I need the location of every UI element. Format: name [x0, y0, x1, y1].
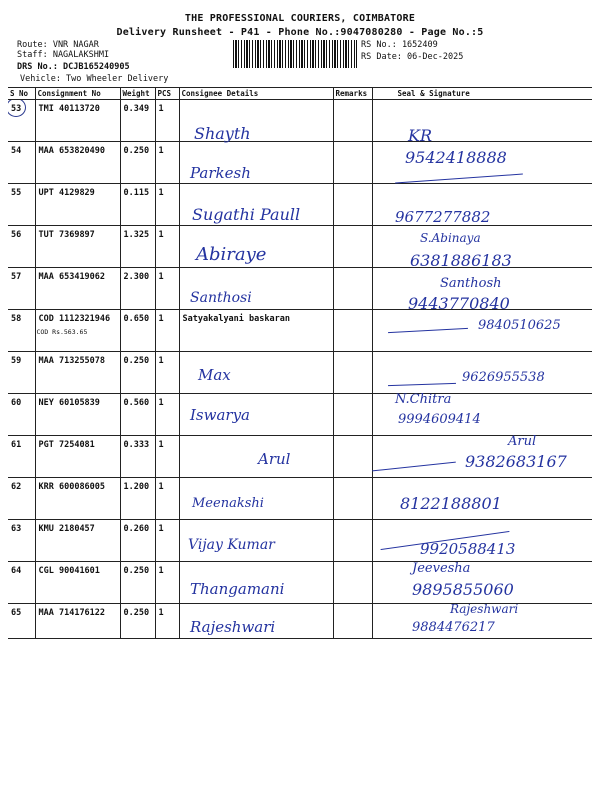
- row-sno: 64: [8, 562, 35, 604]
- row-sno: 54: [8, 142, 35, 184]
- handwritten-name: Rajeshwari: [190, 618, 276, 636]
- row-remarks: [333, 310, 372, 352]
- row-weight: 0.560: [120, 394, 155, 436]
- row-weight: 0.333: [120, 436, 155, 478]
- row-sno: 53: [8, 100, 35, 142]
- row-sno: 57: [8, 268, 35, 310]
- handwritten-phone: 6381886183: [410, 251, 512, 270]
- row-sno: 56: [8, 226, 35, 268]
- route-label: Route: VNR NAGAR: [17, 40, 99, 50]
- table-row: [8, 478, 592, 520]
- row-weight: 0.250: [120, 352, 155, 394]
- handwritten-name: Santhosi: [190, 290, 252, 306]
- handwritten-name: Meenakshi: [192, 496, 264, 511]
- handwritten-phone: 9920588413: [420, 540, 516, 558]
- row-weight: 0.349: [120, 100, 155, 142]
- handwritten-name: Vijay Kumar: [188, 537, 275, 553]
- table-header-row: [8, 88, 592, 100]
- handwritten-name: Parkesh: [190, 164, 251, 182]
- row-weight: 2.300: [120, 268, 155, 310]
- handwritten-name: Shayth: [194, 124, 251, 143]
- row-consignment: CGL 90041601: [35, 562, 120, 604]
- row-consignment: TMI 40113720: [35, 100, 120, 142]
- row-remarks: [333, 184, 372, 226]
- row-consignment: MAA 714176122: [35, 604, 120, 639]
- staff-label: Staff: NAGALAKSHMI: [17, 50, 110, 60]
- runsheet-subtitle: Delivery Runsheet - P41 - Phone No.:9047080280 - Page No.:5: [116, 27, 484, 38]
- row-remarks: [333, 226, 372, 268]
- row-sno: 62: [8, 478, 35, 520]
- drs-label: DRS No.: DCJB165240905: [17, 62, 130, 72]
- handwritten-signature: S.Abinaya: [420, 231, 481, 245]
- col-seal: Seal & Signature: [372, 88, 592, 100]
- row-weight: 0.650: [120, 310, 155, 352]
- row-consignment: MAA 653419062: [35, 268, 120, 310]
- row-consignment: MAA 653820490: [35, 142, 120, 184]
- row-consignment: TUT 7369897: [35, 226, 120, 268]
- row-pcs: 1: [155, 184, 179, 226]
- row-weight: 1.325: [120, 226, 155, 268]
- handwritten-phone: 9677277882: [395, 208, 491, 226]
- row-weight: 0.250: [120, 604, 155, 639]
- row-consignment: COD 1112321946 COD Rs.563.65: [35, 310, 120, 352]
- row-pcs: 1: [155, 352, 179, 394]
- handwritten-signature: Rajeshwari: [450, 602, 519, 616]
- row-sno: 60: [8, 394, 35, 436]
- col-consignee: Consignee Details: [179, 88, 333, 100]
- handwritten-name: Iswarya: [190, 406, 250, 424]
- handwritten-name: Abiraye: [196, 244, 267, 265]
- row-pcs: 1: [155, 394, 179, 436]
- row-pcs: 1: [155, 436, 179, 478]
- row-consignment: KMU 2180457: [35, 520, 120, 562]
- row-pcs: 1: [155, 100, 179, 142]
- col-weight: Weight: [120, 88, 155, 100]
- cod-amount: COD Rs.563.65: [36, 328, 88, 336]
- company-title: THE PROFESSIONAL COURIERS, COIMBATORE: [184, 13, 416, 24]
- row-sno: 58: [8, 310, 35, 352]
- row-consignee: Satyakalyani baskaran: [179, 310, 333, 352]
- vehicle-label: Vehicle: Two Wheeler Delivery: [20, 74, 169, 84]
- row-consignment: NEY 60105839: [35, 394, 120, 436]
- handwritten-signature: N.Chitra: [395, 392, 452, 407]
- row-pcs: 1: [155, 226, 179, 268]
- row-sno: 55: [8, 184, 35, 226]
- handwritten-signature: Jeevesha: [412, 561, 471, 576]
- row-remarks: [333, 604, 372, 639]
- rs-number: RS No.: 1652409: [361, 40, 438, 50]
- row-remarks: [333, 520, 372, 562]
- row-remarks: [333, 268, 372, 310]
- row-remarks: [333, 562, 372, 604]
- barcode: [233, 40, 357, 68]
- row-consignee: [179, 436, 333, 478]
- row-seal: [372, 100, 592, 142]
- handwritten-signature: Arul: [508, 434, 537, 449]
- row-pcs: 1: [155, 520, 179, 562]
- row-remarks: [333, 478, 372, 520]
- row-consignment: PGT 7254081: [35, 436, 120, 478]
- row-sno: 61: [8, 436, 35, 478]
- handwritten-phone: 9626955538: [462, 370, 545, 385]
- col-remarks: Remarks: [333, 88, 372, 100]
- row-sno: 63: [8, 520, 35, 562]
- row-sno: 59: [8, 352, 35, 394]
- table-row: [8, 100, 592, 142]
- col-consignment: Consignment No: [35, 88, 120, 100]
- row-weight: 0.250: [120, 562, 155, 604]
- row-pcs: 1: [155, 142, 179, 184]
- col-pcs: PCS: [155, 88, 179, 100]
- row-remarks: [333, 100, 372, 142]
- handwritten-phone: 8122188801: [400, 494, 502, 513]
- handwritten-signature: Santhosh: [440, 276, 502, 291]
- row-weight: 0.260: [120, 520, 155, 562]
- handwritten-phone: 9884476217: [412, 620, 495, 635]
- circle-mark: [8, 100, 26, 118]
- row-sno: 65: [8, 604, 35, 639]
- handwritten-name: Thangamani: [190, 580, 285, 598]
- rs-date: RS Date: 06-Dec-2025: [361, 52, 464, 62]
- row-consignment: UPT 4129829: [35, 184, 120, 226]
- row-remarks: [333, 394, 372, 436]
- row-consignment: MAA 713255078: [35, 352, 120, 394]
- row-weight: 0.250: [120, 142, 155, 184]
- handwritten-phone: 9542418888: [405, 148, 507, 167]
- row-consignment: KRR 600086005: [35, 478, 120, 520]
- row-weight: 0.115: [120, 184, 155, 226]
- row-pcs: 1: [155, 562, 179, 604]
- row-remarks: [333, 142, 372, 184]
- row-remarks: [333, 436, 372, 478]
- handwritten-phone: 9994609414: [398, 412, 481, 427]
- handwritten-phone: 9895855060: [412, 580, 514, 599]
- handwritten-name: Max: [198, 366, 231, 384]
- row-remarks: [333, 352, 372, 394]
- row-pcs: 1: [155, 604, 179, 639]
- handwritten-phone: 9382683167: [465, 452, 567, 471]
- signature-mark: KR: [408, 126, 432, 145]
- col-sno: S No: [8, 88, 35, 100]
- handwritten-phone: 9443770840: [408, 294, 510, 313]
- row-pcs: 1: [155, 310, 179, 352]
- table-row: [8, 394, 592, 436]
- row-weight: 1.200: [120, 478, 155, 520]
- row-pcs: 1: [155, 478, 179, 520]
- handwritten-phone: 9840510625: [478, 318, 561, 333]
- row-pcs: 1: [155, 268, 179, 310]
- handwritten-name: Sugathi Paull: [192, 205, 301, 224]
- handwritten-name: Arul: [258, 450, 291, 468]
